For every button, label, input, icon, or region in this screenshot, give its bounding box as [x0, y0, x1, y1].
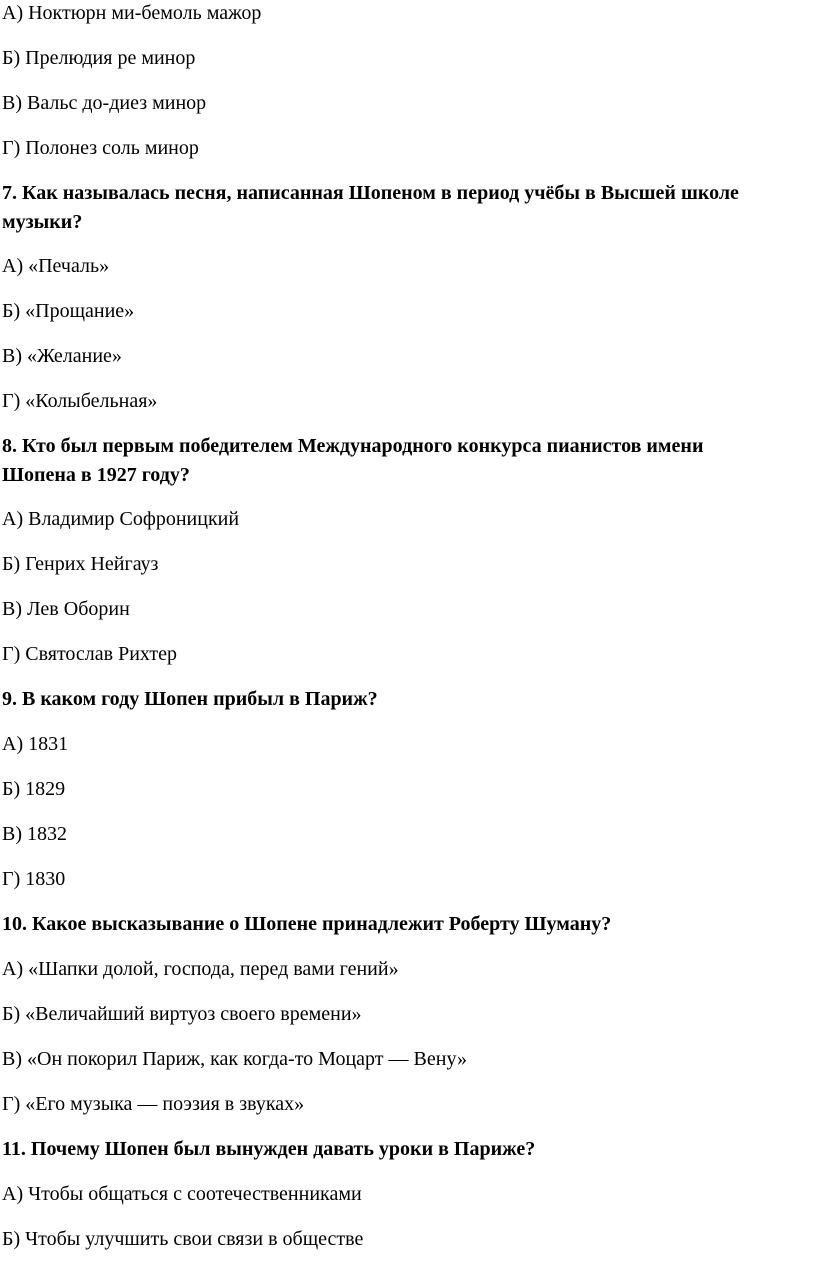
- answer-option: В) 1832: [2, 823, 67, 845]
- answer-option: В) Лев Оборин: [2, 598, 130, 620]
- question-9-text: 9. В каком году Шопен прибыл в Париж?: [2, 688, 378, 710]
- answer-option: В) «Желание»: [2, 345, 122, 367]
- answer-option: А) «Шапки долой, господа, перед вами гений»: [2, 958, 399, 980]
- question-7-text-cont: музыки?: [2, 211, 83, 233]
- answer-option: В) «Он покорил Париж, как когда-то Моцарт — Вену»: [2, 1048, 467, 1070]
- question-11-text: 11. Почему Шопен был вынужден давать уроки в Париже?: [2, 1138, 536, 1160]
- answer-option: Г) «Колыбельная»: [2, 390, 158, 412]
- answer-option: Б) «Прощание»: [2, 300, 135, 322]
- answer-option: А) Владимир Софроницкий: [2, 508, 240, 530]
- answer-option: Б) Прелюдия ре минор: [2, 47, 196, 69]
- answer-option: Г) Святослав Рихтер: [2, 643, 178, 665]
- answer-option: А) Ноктюрн ми-бемоль мажор: [2, 2, 262, 24]
- answer-option: Г) Полонез соль минор: [2, 137, 199, 159]
- answer-option: Б) «Величайший виртуоз своего времени»: [2, 1003, 362, 1025]
- answer-option: Г) «Его музыка — поэзия в звуках»: [2, 1093, 305, 1115]
- answer-option: Б) 1829: [2, 778, 66, 800]
- answer-option: А) «Печаль»: [2, 255, 110, 277]
- answer-option: А) 1831: [2, 733, 69, 755]
- question-7-text: 7. Как называлась песня, написанная Шопеном в период учёбы в Высшей школе: [2, 182, 739, 204]
- question-8-text-cont: Шопена в 1927 году?: [2, 464, 190, 486]
- answer-option: Б) Генрих Нейгауз: [2, 553, 159, 575]
- answer-option: Б) Чтобы улучшить свои связи в обществе: [2, 1228, 364, 1250]
- answer-option: Г) 1830: [2, 868, 66, 890]
- question-8-text: 8. Кто был первым победителем Международного конкурса пианистов имени: [2, 435, 704, 457]
- answer-option: В) Вальс до-диез минор: [2, 92, 207, 114]
- question-10-text: 10. Какое высказывание о Шопене принадлежит Роберту Шуману?: [2, 913, 612, 935]
- answer-option: А) Чтобы общаться с соотечественниками: [2, 1183, 362, 1205]
